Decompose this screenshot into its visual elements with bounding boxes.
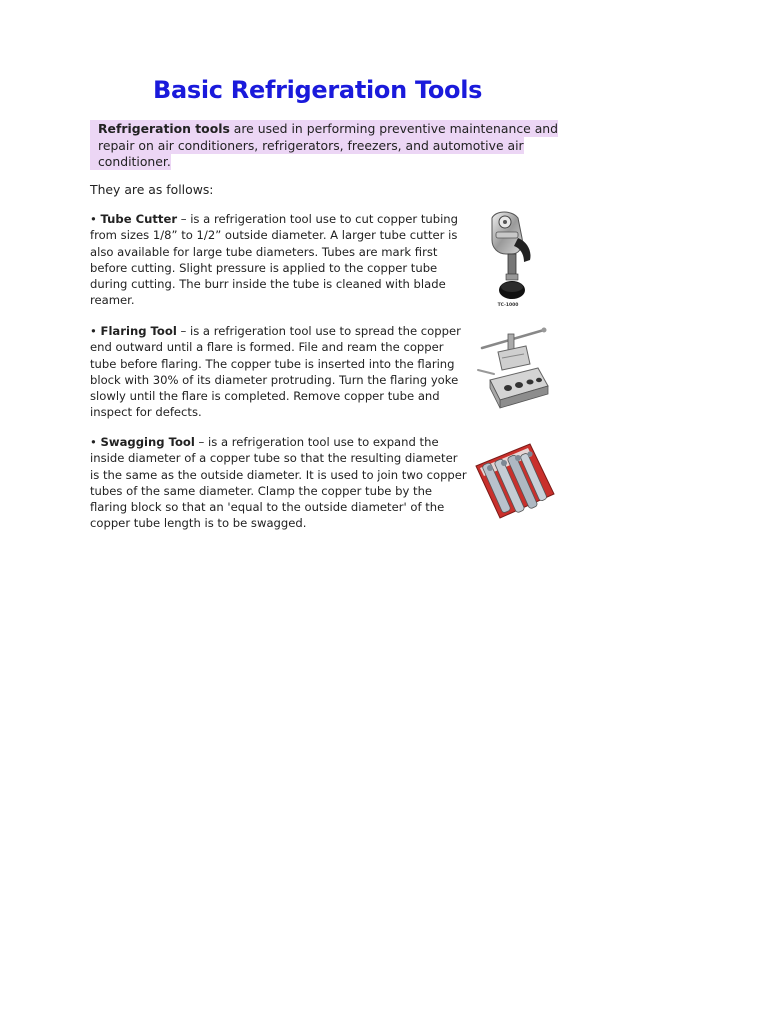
follows-text: They are as follows: xyxy=(90,182,214,197)
bullet: • xyxy=(90,212,97,226)
tool-description: – is a refrigeration tool use to cut copper tubing from sizes 1/8” to 1/2” outside diameter. A larger tube cutter is also available for large tube diameters. Tubes are mark first before cutting. Slight pressure is applied to the copper tube during cutting. The burr inside the tube is cleaned with blade reamer. xyxy=(90,212,458,308)
bullet: • xyxy=(90,435,97,449)
intro-highlight xyxy=(90,120,558,170)
intro-paragraph xyxy=(90,121,560,171)
tool-item-flaring-tool xyxy=(90,323,470,421)
flaring-tool-image xyxy=(474,324,556,416)
tool-item-swagging-tool xyxy=(90,434,470,532)
tool-name: Flaring Tool xyxy=(100,324,177,338)
tube-cutter-model-label: TC-1000 xyxy=(497,303,519,308)
tool-name: Swagging Tool xyxy=(100,435,195,449)
tube-cutter-image xyxy=(478,208,542,312)
intro-text: are used in performing preventive maintenance and repair on air conditioners, refrigerators, freezers, and automotive air conditioner. xyxy=(98,121,559,170)
tool-description: – is a refrigeration tool use to spread the copper end outward until a flare is formed. File and ream the copper tube before flaring. The copper tube is inserted into the flaring block with 30% of its diameter protruding. Turn the flaring yoke slowly until the flare is completed. Remove copper tube and inspect for defects. xyxy=(90,324,461,420)
swagging-tool-image xyxy=(470,438,556,530)
intro-bold-term: Refrigeration tools xyxy=(98,121,230,136)
tool-name: Tube Cutter xyxy=(100,212,178,226)
tool-description: – is a refrigeration tool use to expand the inside diameter of a copper tube so that the resulting diameter is the same as the outside diameter. It is used to join two copper tubes of the same diameter. Clamp the copper tube by the flaring block so that an 'equal to the outside diameter' of the copper tube length is to be swagged. xyxy=(90,435,467,531)
tool-item-tube-cutter xyxy=(90,211,470,309)
page-title: Basic Refrigeration Tools xyxy=(153,76,483,104)
bullet: • xyxy=(90,324,97,338)
